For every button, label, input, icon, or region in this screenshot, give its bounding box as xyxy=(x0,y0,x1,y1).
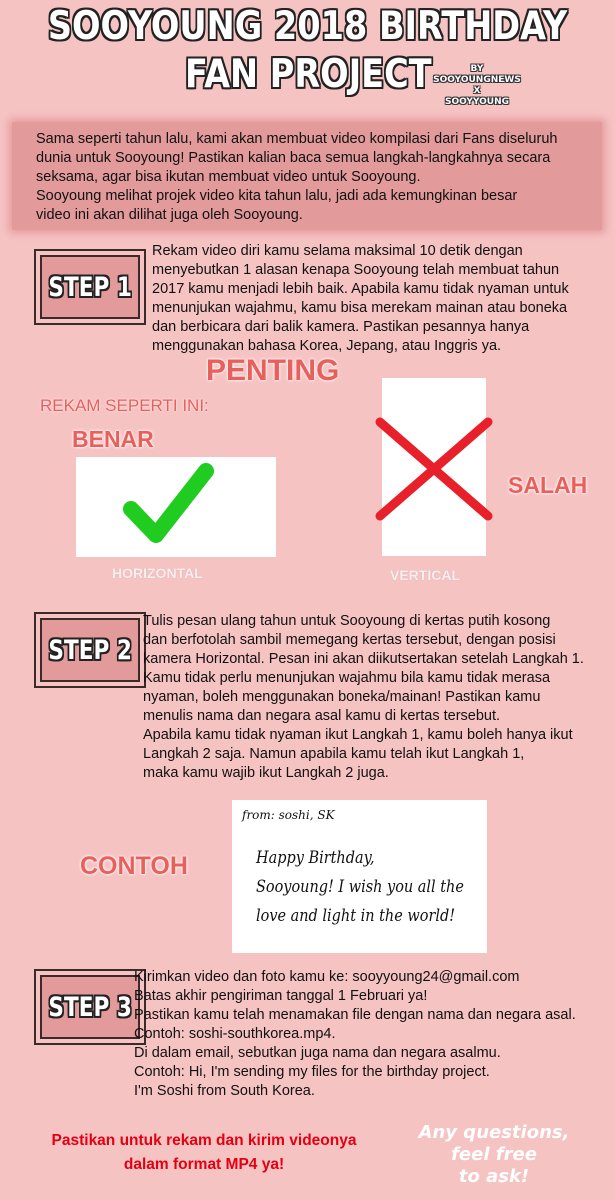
questions-note xyxy=(408,1122,580,1188)
step-2-badge xyxy=(40,618,140,682)
step-3-badge xyxy=(40,975,140,1039)
step-3-line: Contoh: soshi-southkorea.mp4. xyxy=(134,1026,336,1042)
step-1-line: menyebutkan 1 alasan kenapa Sooyoung telah membuat tahun xyxy=(152,262,560,278)
horizontal-example-frame xyxy=(76,457,276,557)
intro-line: Sooyoung melihat projek video kita tahun lalu, jadi ada kemungkinan besar xyxy=(36,188,518,204)
record-like-this-label: REKAM SEPERTI INI: xyxy=(40,396,209,415)
example-message xyxy=(256,844,464,931)
example-from: from: soshi, SK xyxy=(242,808,335,822)
horizontal-label: HORIZONTAL xyxy=(112,565,203,581)
intro-text xyxy=(36,130,596,225)
cross-icon xyxy=(366,412,502,526)
example-label: CONTOH xyxy=(80,852,188,880)
step-2-label: STEP 2 xyxy=(48,634,132,666)
step-2-text xyxy=(143,612,613,783)
step-2-line: nyaman, boleh menggunakan boneka/mainan! Pastikan kamu xyxy=(143,689,541,705)
intro-line: seksama, agar bisa ikutan membuat video untuk Sooyoung. xyxy=(36,169,421,185)
step-1-label: STEP 1 xyxy=(48,271,132,303)
step-3-line: Di dalam email, sebutkan juga nama dan negara asalmu. xyxy=(134,1045,501,1061)
page-title-line-2: FAN PROJECT xyxy=(185,52,432,97)
step-2-line: Tulis pesan ulang tahun untuk Sooyoung di kertas putih kosong xyxy=(143,613,551,629)
format-reminder xyxy=(14,1129,394,1177)
format-reminder-line: dalam format MP4 ya! xyxy=(123,1156,285,1173)
step-2-line: Langkah 2 saja. Namun apabila kamu telah ikut Langkah 1, xyxy=(143,746,525,762)
step-2-line: dan berfotolah sambil memegang kertas tersebut, dengan posisi xyxy=(143,632,556,648)
step-2-line: maka kamu wajib ikut Langkah 2 juga. xyxy=(143,765,389,781)
byline-line: X xyxy=(473,86,481,96)
important-heading: PENTING xyxy=(206,354,340,387)
step-3-line: Batas akhir pengiriman tanggal 1 Februari ya! xyxy=(134,988,428,1004)
example-message-line: Sooyoung! I wish you all the xyxy=(256,877,464,897)
questions-line: feel free xyxy=(451,1144,537,1165)
wrong-label: SALAH xyxy=(508,472,588,498)
questions-line: Any questions, xyxy=(418,1122,570,1143)
step-1-line: menggunakan bahasa Korea, Jepang, atau Inggris ya. xyxy=(152,338,502,354)
step-3-line: Contoh: Hi, I'm sending my files for the birthday project. xyxy=(134,1064,490,1080)
checkmark-icon xyxy=(76,457,276,557)
byline xyxy=(432,64,522,108)
intro-line: video ini akan dilihat juga oleh Sooyoung. xyxy=(36,207,303,223)
vertical-label: VERTICAL xyxy=(390,567,460,583)
step-3-text xyxy=(134,968,609,1101)
step-2-line: Apabila kamu tidak nyaman ikut Langkah 1, kamu boleh hanya ikut xyxy=(143,727,573,743)
step-3-label: STEP 3 xyxy=(48,991,132,1023)
step-3-line: I'm Soshi from South Korea. xyxy=(134,1083,315,1099)
step-1-line: dan berbicara dari balik kamera. Pastikan pesannya hanya xyxy=(152,319,530,335)
page-title-line-1: SOOYOUNG 2018 BIRTHDAY xyxy=(47,4,568,49)
step-2-line: kamera Horizontal. Pesan ini akan diikutsertakan setelah Langkah 1. xyxy=(143,651,584,667)
example-note-card xyxy=(232,800,487,953)
step-1-line: menunjukan wajahmu, kamu bisa merekam mainan atau boneka xyxy=(152,300,568,316)
example-message-line: Happy Birthday, xyxy=(256,848,375,868)
byline-line: BY SOOYOUNGNEWS xyxy=(433,64,521,85)
intro-line: Sama seperti tahun lalu, kami akan membuat video kompilasi dari Fans diseluruh xyxy=(36,131,558,147)
step-3-line: Pastikan kamu telah menamakan file dengan nama dan negara asal. xyxy=(134,1007,576,1023)
questions-line: to ask! xyxy=(458,1166,530,1187)
byline-line: SOOYYOUNG xyxy=(444,97,510,107)
step-3-line: Kirimkan video dan foto kamu ke: sooyyoung24@gmail.com xyxy=(134,969,520,985)
step-2-line: menulis nama dan negara asal kamu di kertas tersebut. xyxy=(143,708,501,724)
intro-line: dunia untuk Sooyoung! Pastikan kalian baca semua langkah-langkahnya secara xyxy=(36,150,551,166)
step-1-line: 2017 kamu menjadi lebih baik. Apabila kamu tidak nyaman untuk xyxy=(152,281,569,297)
step-2-line: Kamu tidak perlu menunjukan wajahmu bila kamu tidak merasa xyxy=(143,670,551,686)
step-1-text xyxy=(152,242,607,356)
step-1-badge xyxy=(40,255,140,319)
step-1-line: Rekam video diri kamu selama maksimal 10 detik dengan xyxy=(152,243,523,259)
correct-label: BENAR xyxy=(72,426,154,452)
example-message-line: love and light in the world! xyxy=(256,906,456,926)
format-reminder-line: Pastikan untuk rekam dan kirim videonya xyxy=(51,1132,357,1149)
